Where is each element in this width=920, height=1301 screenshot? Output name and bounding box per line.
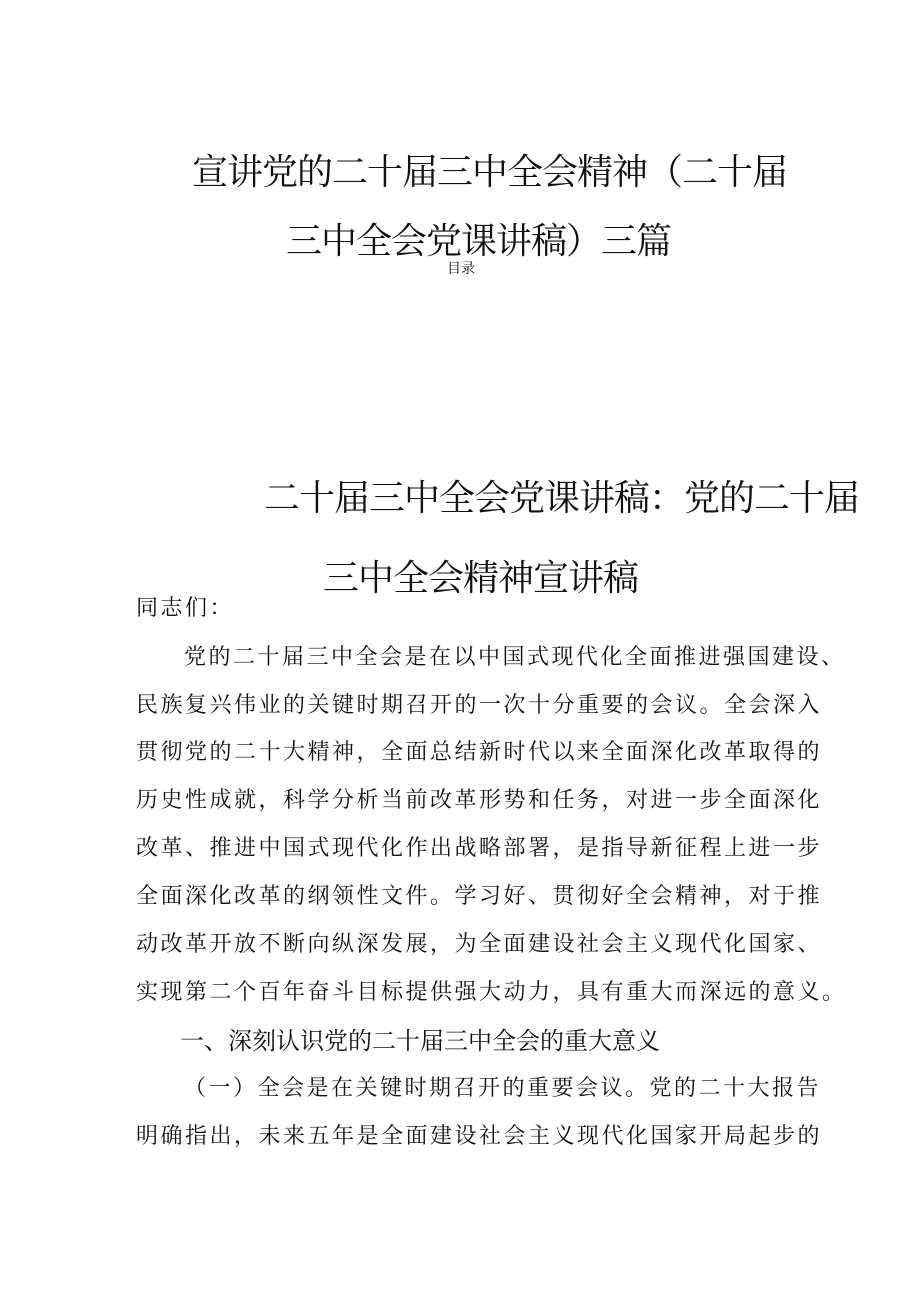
intro-paragraph-line: 党的二十届三中全会是在以中国式现代化全面推进强国建设、 [184,645,846,670]
intro-paragraph-line: 历史性成就，科学分析当前改革形势和任务，对进一步全面深化 [136,788,823,813]
intro-paragraph-line: 实现第二个百年奋斗目标提供强大动力，具有重大而深远的意义。 [136,980,847,1005]
document-title-line-2: 三中全会党课讲稿）三篇 [286,221,672,263]
intro-paragraph-line: 全面深化改革的纲领性文件。学习好、贯彻好全会精神，对于推 [136,884,823,909]
intro-paragraph-line: 民族复兴伟业的关键时期召开的一次十分重要的会议。全会深入 [136,693,823,718]
section-title-line-1: 二十届三中全会党课讲稿：党的二十届 [264,477,860,519]
document-title-line-1: 宣讲党的二十届三中全会精神（二十届 [192,152,788,194]
table-of-contents-label: 目录 [447,261,475,277]
section-title-line-2: 三中全会精神宣讲稿 [323,557,639,599]
intro-paragraph-line: 贯彻党的二十大精神，全面总结新时代以来全面深化改革取得的 [136,740,823,765]
sub-paragraph-line: （一）全会是在关键时期召开的重要会议。党的二十大报告 [184,1076,822,1101]
sub-paragraph-line: 明确指出，未来五年是全面建设社会主义现代化国家开局起步的 [136,1124,823,1149]
intro-paragraph-line: 动改革开放不断向纵深发展，为全面建设社会主义现代化国家、 [136,932,823,957]
salutation: 同志们： [136,596,235,621]
heading-level-one: 一、深刻认识党的二十届三中全会的重大意义 [180,1027,660,1055]
intro-paragraph-line: 改革、推进中国式现代化作出战略部署，是指导新征程上进一步 [136,836,823,861]
